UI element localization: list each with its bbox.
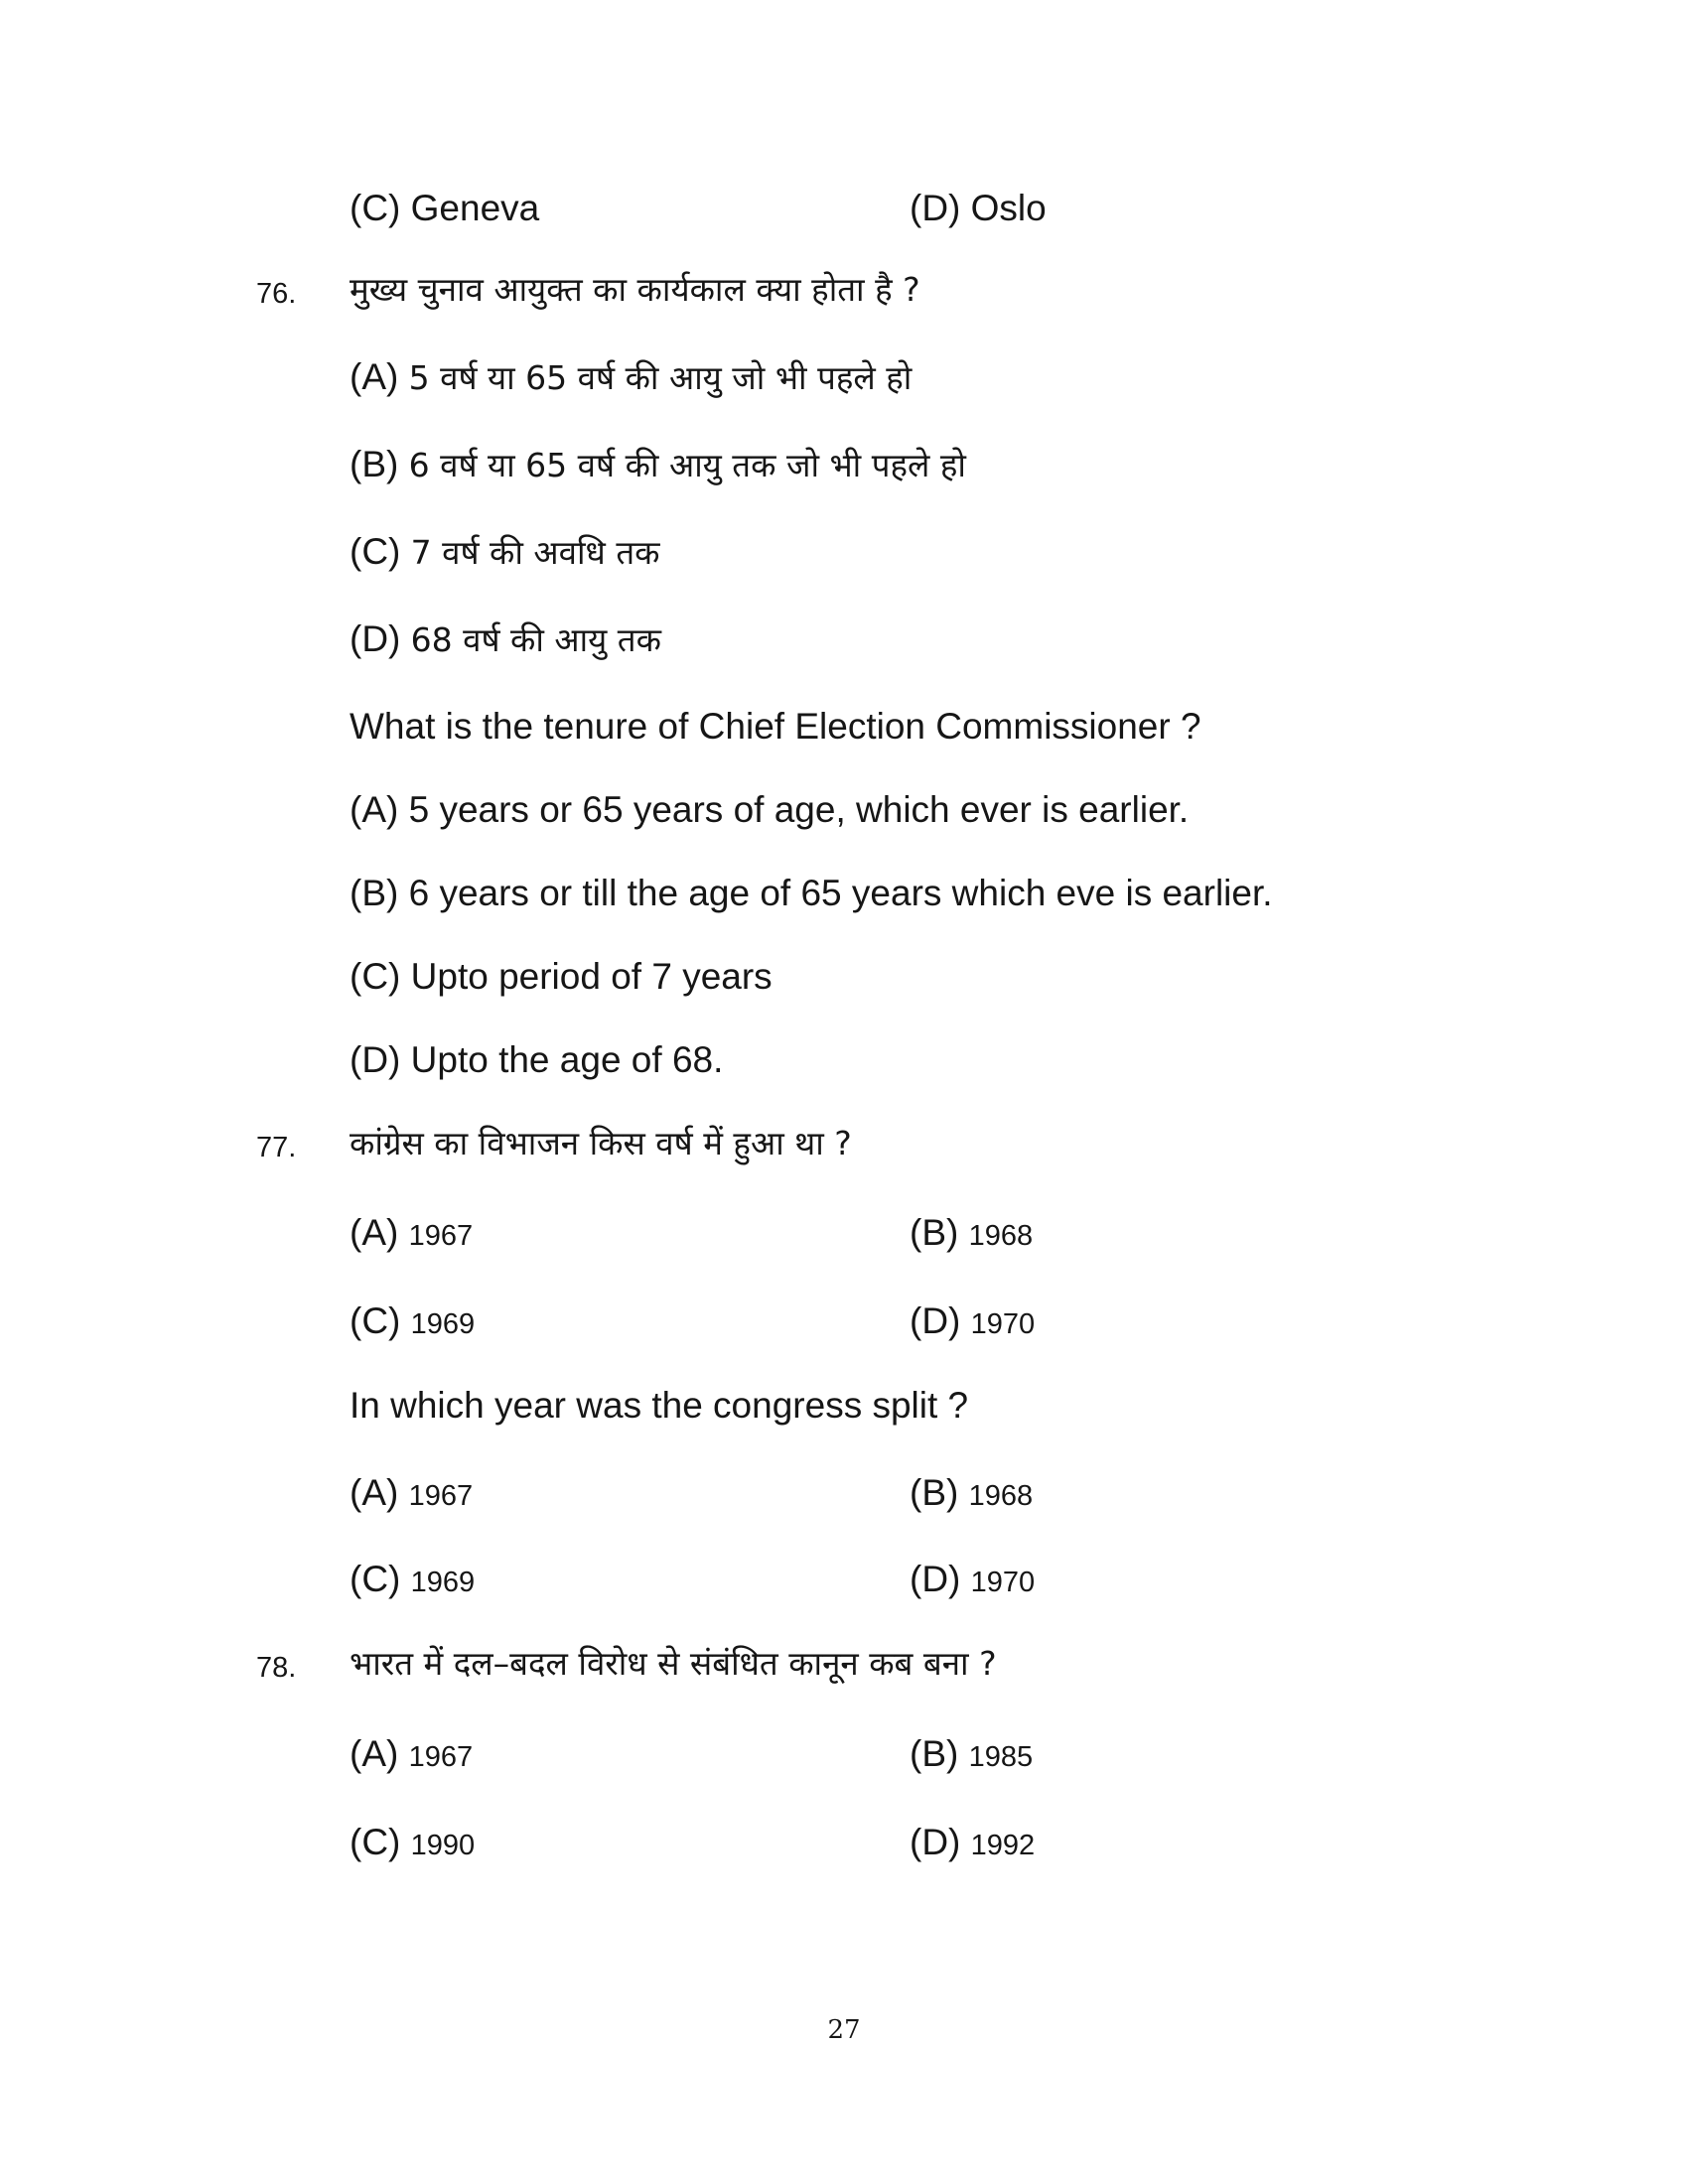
option-label: (B) xyxy=(910,1212,959,1253)
question-77-number: 77. xyxy=(256,1132,297,1163)
option-text: 68 वर्ष की आयु तक xyxy=(410,620,661,659)
question-77-english-option-d xyxy=(910,1558,1035,1604)
option-label: (A) xyxy=(350,1212,399,1253)
question-77-hindi-text: कांग्रेस का विभाजन किस वर्ष में हुआ था ? xyxy=(350,1124,852,1162)
question-77-english-text: In which year was the congress split ? xyxy=(350,1385,969,1426)
question-76-hindi-option-a xyxy=(350,355,912,400)
option-value: 1969 xyxy=(410,1567,476,1598)
page-number: 27 xyxy=(827,2015,861,2045)
option-value: 1968 xyxy=(968,1220,1034,1252)
option-value: 1985 xyxy=(968,1741,1034,1773)
question-78-number: 78. xyxy=(256,1652,297,1684)
option-label: (D) xyxy=(910,1300,961,1341)
question-77-english-option-b xyxy=(910,1471,1033,1518)
question-78-option-d xyxy=(910,1821,1035,1867)
question-78-option-c xyxy=(350,1821,475,1867)
option-label: (C) xyxy=(350,1300,401,1341)
option-label: (D) xyxy=(350,618,401,659)
option-label: (C) xyxy=(350,531,401,572)
question-77-english-option-a xyxy=(350,1471,473,1518)
question-76-english-option-d: (D) Upto the age of 68. xyxy=(350,1039,724,1080)
question-77-hindi-option-c xyxy=(350,1299,475,1346)
question-77-hindi-option-d xyxy=(910,1299,1035,1346)
question-78-option-a xyxy=(350,1732,473,1779)
option-label: (A) xyxy=(350,1472,399,1513)
option-value: 1967 xyxy=(408,1480,474,1512)
question-77-english-option-c xyxy=(350,1558,475,1604)
question-77-hindi-option-b xyxy=(910,1211,1033,1258)
option-value: 1967 xyxy=(408,1220,474,1252)
option-text: 6 वर्ष या 65 वर्ष की आयु तक जो भी पहले हो xyxy=(408,446,966,484)
option-value: 1969 xyxy=(410,1308,476,1340)
question-76-hindi-option-b xyxy=(350,443,966,487)
option-label: (B) xyxy=(910,1472,959,1513)
option-label: (A) xyxy=(350,356,399,397)
carryover-option-d: (D) Oslo xyxy=(910,188,1047,228)
option-text: 7 वर्ष की अवधि तक xyxy=(410,533,660,572)
option-label: (B) xyxy=(910,1733,959,1774)
question-76-english-option-c: (C) Upto period of 7 years xyxy=(350,956,773,997)
option-value: 1970 xyxy=(970,1567,1036,1598)
option-label: (C) xyxy=(350,1822,401,1862)
option-label: (C) xyxy=(350,1559,401,1599)
carryover-option-c: (C) Geneva xyxy=(350,188,540,228)
option-label: (B) xyxy=(350,444,399,484)
question-78-option-b xyxy=(910,1732,1033,1779)
option-value: 1992 xyxy=(970,1830,1036,1861)
question-76-hindi-option-d xyxy=(350,617,661,662)
option-label: (A) xyxy=(350,1733,399,1774)
question-76-hindi-option-c xyxy=(350,530,659,575)
question-76-hindi-text: मुख्य चुनाव आयुक्त का कार्यकाल क्या होता है ? xyxy=(350,270,920,309)
question-76-number: 76. xyxy=(256,278,297,310)
option-label: (D) xyxy=(910,1822,961,1862)
question-78-hindi-text: भारत में दल–बदल विरोध से संबंधित कानून कब बना ? xyxy=(350,1644,997,1683)
option-value: 1970 xyxy=(970,1308,1036,1340)
question-76-english-text: What is the tenure of Chief Election Commissioner ? xyxy=(350,706,1201,747)
option-value: 1967 xyxy=(408,1741,474,1773)
option-text: 5 वर्ष या 65 वर्ष की आयु जो भी पहले हो xyxy=(408,358,913,397)
option-value: 1968 xyxy=(968,1480,1034,1512)
question-77-hindi-option-a xyxy=(350,1211,473,1258)
option-label: (D) xyxy=(910,1559,961,1599)
question-76-english-option-a: (A) 5 years or 65 years of age, which ever is earlier. xyxy=(350,789,1190,830)
option-value: 1990 xyxy=(410,1830,476,1861)
question-76-english-option-b: (B) 6 years or till the age of 65 years which eve is earlier. xyxy=(350,873,1273,913)
